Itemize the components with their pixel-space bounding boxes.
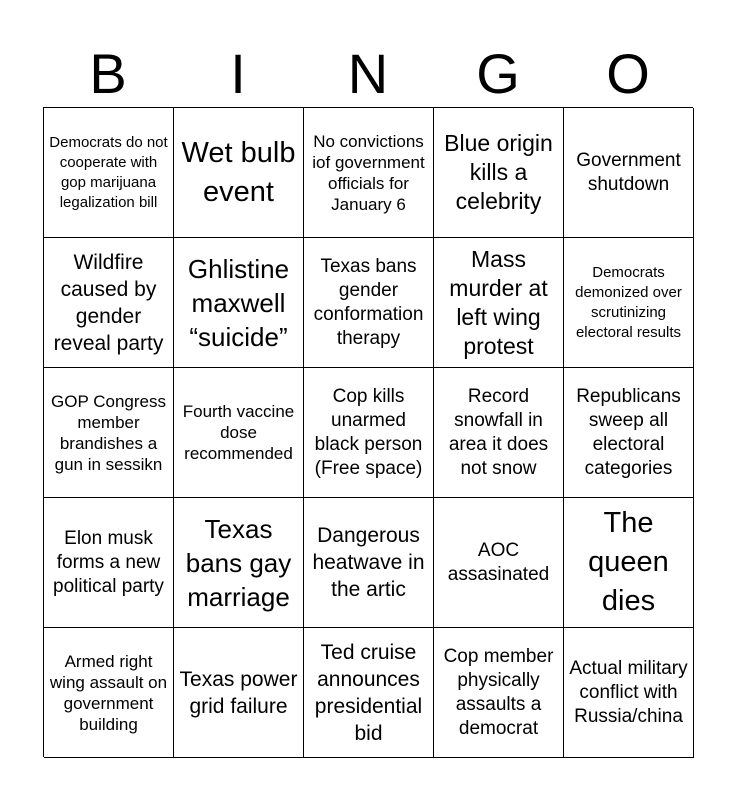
bingo-cell-r1-c4[interactable] xyxy=(434,108,564,238)
cell-text: Wildfire caused by gender reveal party xyxy=(53,250,164,355)
bingo-cell-r1-c5[interactable] xyxy=(564,108,694,238)
header-letter-n: N xyxy=(347,42,389,105)
cell-text: Mass murder at left wing protest xyxy=(449,245,548,359)
bingo-cell-r2-c4[interactable] xyxy=(434,238,564,368)
bingo-cell-r3-c4[interactable] xyxy=(434,368,564,498)
bingo-cell-r1-c1[interactable] xyxy=(44,108,174,238)
cell-text: Democrats demonized over scrutinizing electoral results xyxy=(575,263,682,341)
bingo-cell-r3-c2[interactable] xyxy=(174,368,304,498)
cell-text: Ted cruise announces presidential bid xyxy=(314,640,423,745)
bingo-cell-r4-c4[interactable] xyxy=(434,498,564,628)
cell-text: Record snowfall in area it does not snow xyxy=(448,385,549,479)
bingo-cell-r3-c1[interactable] xyxy=(44,368,174,498)
cell-text: Texas bans gay marriage xyxy=(185,513,292,612)
cell-text: AOC assasinated xyxy=(447,539,550,585)
cell-text: The queen dies xyxy=(588,507,669,617)
bingo-cell-r4-c1[interactable] xyxy=(44,498,174,628)
bingo-cell-r5-c5[interactable] xyxy=(564,628,694,758)
bingo-cell-r4-c3[interactable] xyxy=(304,498,434,628)
header-letter-b: B xyxy=(89,42,127,105)
cell-text: Texas bans gender conformation therapy xyxy=(313,255,424,349)
cell-text: Wet bulb event xyxy=(181,136,296,208)
cell-text: Cop kills unarmed black person (Free space) xyxy=(314,385,423,479)
cell-text: Actual military conflict with Russia/china xyxy=(569,657,688,727)
cell-text: GOP Congress member brandishes a gun in sessikn xyxy=(51,391,166,474)
bingo-cell-r5-c2[interactable] xyxy=(174,628,304,758)
cell-text: Blue origin kills a celebrity xyxy=(444,130,553,214)
bingo-cell-r1-c3[interactable] xyxy=(304,108,434,238)
bingo-cell-r5-c4[interactable] xyxy=(434,628,564,758)
cell-text: No convictions iof government officials for January 6 xyxy=(312,131,425,214)
bingo-cell-r4-c2[interactable] xyxy=(174,498,304,628)
bingo-cell-r2-c2[interactable] xyxy=(174,238,304,368)
bingo-cell-r1-c2[interactable] xyxy=(174,108,304,238)
bingo-cell-r3-c3[interactable] xyxy=(304,368,434,498)
bingo-board xyxy=(43,107,693,757)
cell-text: Elon musk forms a new political party xyxy=(53,527,164,597)
bingo-cell-r2-c5[interactable] xyxy=(564,238,694,368)
cell-text: Fourth vaccine dose recommended xyxy=(182,402,295,463)
bingo-cell-r5-c3[interactable] xyxy=(304,628,434,758)
bingo-cell-r5-c1[interactable] xyxy=(44,628,174,758)
cell-text: Democrats do not cooperate with gop marijuana legalization bill xyxy=(49,133,168,211)
cell-text: Armed right wing assault on government building xyxy=(49,651,168,734)
bingo-cell-r2-c1[interactable] xyxy=(44,238,174,368)
bingo-cell-r4-c5[interactable] xyxy=(564,498,694,628)
cell-text: Ghlistine maxwell “suicide” xyxy=(187,253,290,352)
bingo-cell-r3-c5[interactable] xyxy=(564,368,694,498)
header-letter-i: I xyxy=(230,42,246,105)
cell-text: Government shutdown xyxy=(576,149,681,195)
bingo-cell-r2-c3[interactable] xyxy=(304,238,434,368)
header-letter-g: G xyxy=(476,42,520,105)
cell-text: Cop member physically assaults a democrat xyxy=(443,645,554,739)
cell-text: Republicans sweep all electoral categories xyxy=(576,385,681,479)
header-letter-o: O xyxy=(606,42,650,105)
cell-text: Dangerous heatwave in the artic xyxy=(312,524,425,601)
cell-text: Texas power grid failure xyxy=(179,667,298,718)
bingo-header xyxy=(43,40,693,108)
